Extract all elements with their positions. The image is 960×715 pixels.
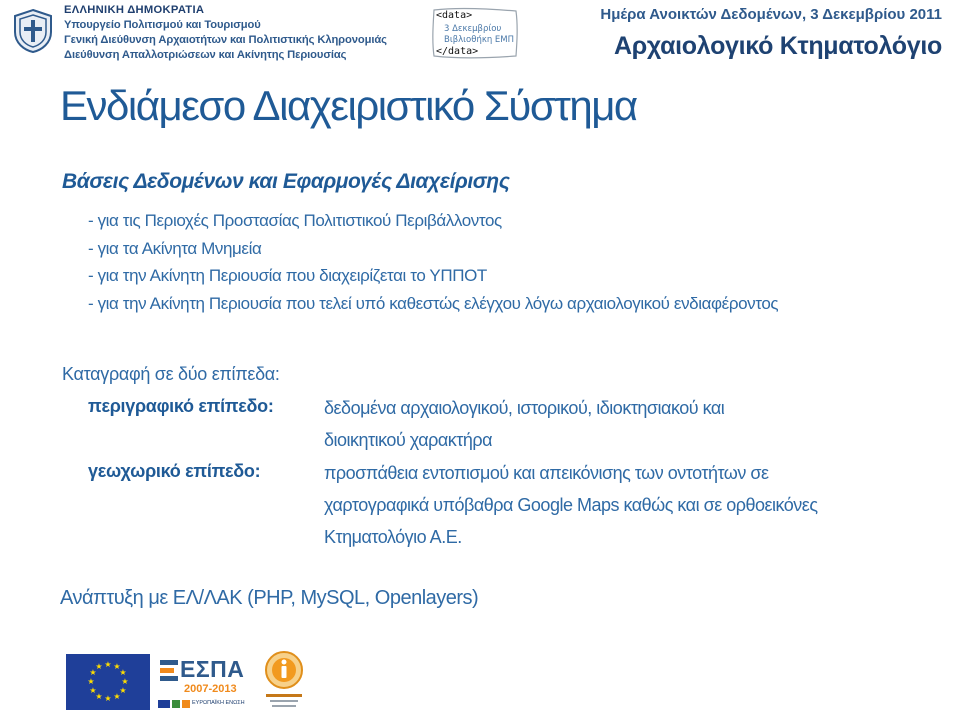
svg-text:★: ★ xyxy=(89,668,97,677)
level-text-geospatial xyxy=(324,457,818,553)
ministry-line: Υπουργείο Πολιτισμού και Τουρισμού xyxy=(64,19,261,31)
list-item: - για τις Περιοχές Προστασίας Πολιτιστικού Περιβάλλοντος xyxy=(88,211,502,230)
svg-text:★: ★ xyxy=(121,677,129,686)
svg-text:★: ★ xyxy=(119,686,127,695)
level-line: Κτηματολόγιο Α.Ε. xyxy=(324,527,462,547)
svg-text:★: ★ xyxy=(113,692,121,701)
eu-flag-logo xyxy=(66,654,150,710)
svg-text:★: ★ xyxy=(119,668,127,677)
data-tag-badge xyxy=(430,6,520,60)
data-tag-open: <data> xyxy=(436,10,473,21)
ministry-header xyxy=(0,0,387,62)
ministry-line: Διεύθυνση Απαλλοτριώσεων και Ακίνητης Περιουσίας xyxy=(64,49,347,61)
level-label-geospatial: γεωχωρικό επίπεδο: xyxy=(88,461,261,481)
svg-text:★: ★ xyxy=(95,692,103,701)
ministry-line: ΕΛΛΗΝΙΚΗ ΔΗΜΟΚΡΑΤΙΑ xyxy=(64,4,205,16)
level-text-descriptive xyxy=(324,392,724,456)
level-label-descriptive: περιγραφικό επίπεδο: xyxy=(88,396,274,416)
info-i-icon xyxy=(258,648,310,710)
svg-text:★: ★ xyxy=(95,662,103,671)
development-note: Ανάπτυξη με ΕΛ/ΛΑΚ (PHP, MySQL, Openlayers) xyxy=(60,587,479,609)
svg-text:★: ★ xyxy=(104,694,112,703)
event-line: Ημέρα Ανοικτών Δεδομένων, 3 Δεκεμβρίου 2011 xyxy=(600,6,942,23)
svg-text:★: ★ xyxy=(89,686,97,695)
level-line: διοικητικού χαρακτήρα xyxy=(324,430,493,450)
espa-text: ΕΣΠΑ xyxy=(180,656,245,682)
svg-text:★: ★ xyxy=(104,660,112,669)
eu-flag-icon xyxy=(66,654,150,710)
project-title: Αρχαιολογικό Κτηματολόγιο xyxy=(613,32,942,60)
svg-text:★: ★ xyxy=(113,662,121,671)
espa-tagline: ΕΥΡΩΠΑΪΚΗ ΕΝΩΣΗ xyxy=(192,700,245,706)
information-society-logo xyxy=(258,648,310,710)
espa-logo xyxy=(158,656,250,710)
espa-years: 2007-2013 xyxy=(184,683,237,695)
ministry-line: Γενική Διεύθυνση Αρχαιοτήτων και Πολιτιστικής Κληρονομιάς xyxy=(64,34,387,46)
level-line: δεδομένα αρχαιολογικού, ιστορικού, ιδιοκτησιακού και xyxy=(324,398,725,418)
level-line: χαρτογραφικά υπόβαθρα Google Maps καθώς και σε ορθοεικόνες xyxy=(324,495,818,515)
data-tag-date: 3 Δεκεμβρίου xyxy=(444,24,502,34)
greek-seal-icon xyxy=(12,8,54,54)
level-line: προσπάθεια εντοπισμού και απεικόνισης των οντοτήτων σε xyxy=(324,463,769,483)
recording-heading: Καταγραφή σε δύο επίπεδα: xyxy=(62,364,280,384)
data-tag-venue: Βιβλιοθήκη ΕΜΠ xyxy=(444,35,515,45)
list-item: - για τα Ακίνητα Μνημεία xyxy=(88,238,262,258)
list-item: - για την Ακίνητη Περιουσία που διαχειρίζεται το ΥΠΠΟΤ xyxy=(88,266,487,285)
data-tag-close: </data> xyxy=(436,46,479,57)
svg-text:★: ★ xyxy=(87,677,95,686)
slide-subheading: Βάσεις Δεδομένων και Εφαρμογές Διαχείρισης xyxy=(62,170,510,193)
list-item: - για την Ακίνητη Περιουσία που τελεί υπό καθεστώς ελέγχου λόγω αρχαιολογικού ενδιαφέροντος xyxy=(88,293,779,313)
bullet-list xyxy=(88,207,778,317)
ministry-lines xyxy=(64,3,387,63)
slide-title: Ενδιάμεσο Διαχειριστικό Σύστημα xyxy=(60,82,637,129)
